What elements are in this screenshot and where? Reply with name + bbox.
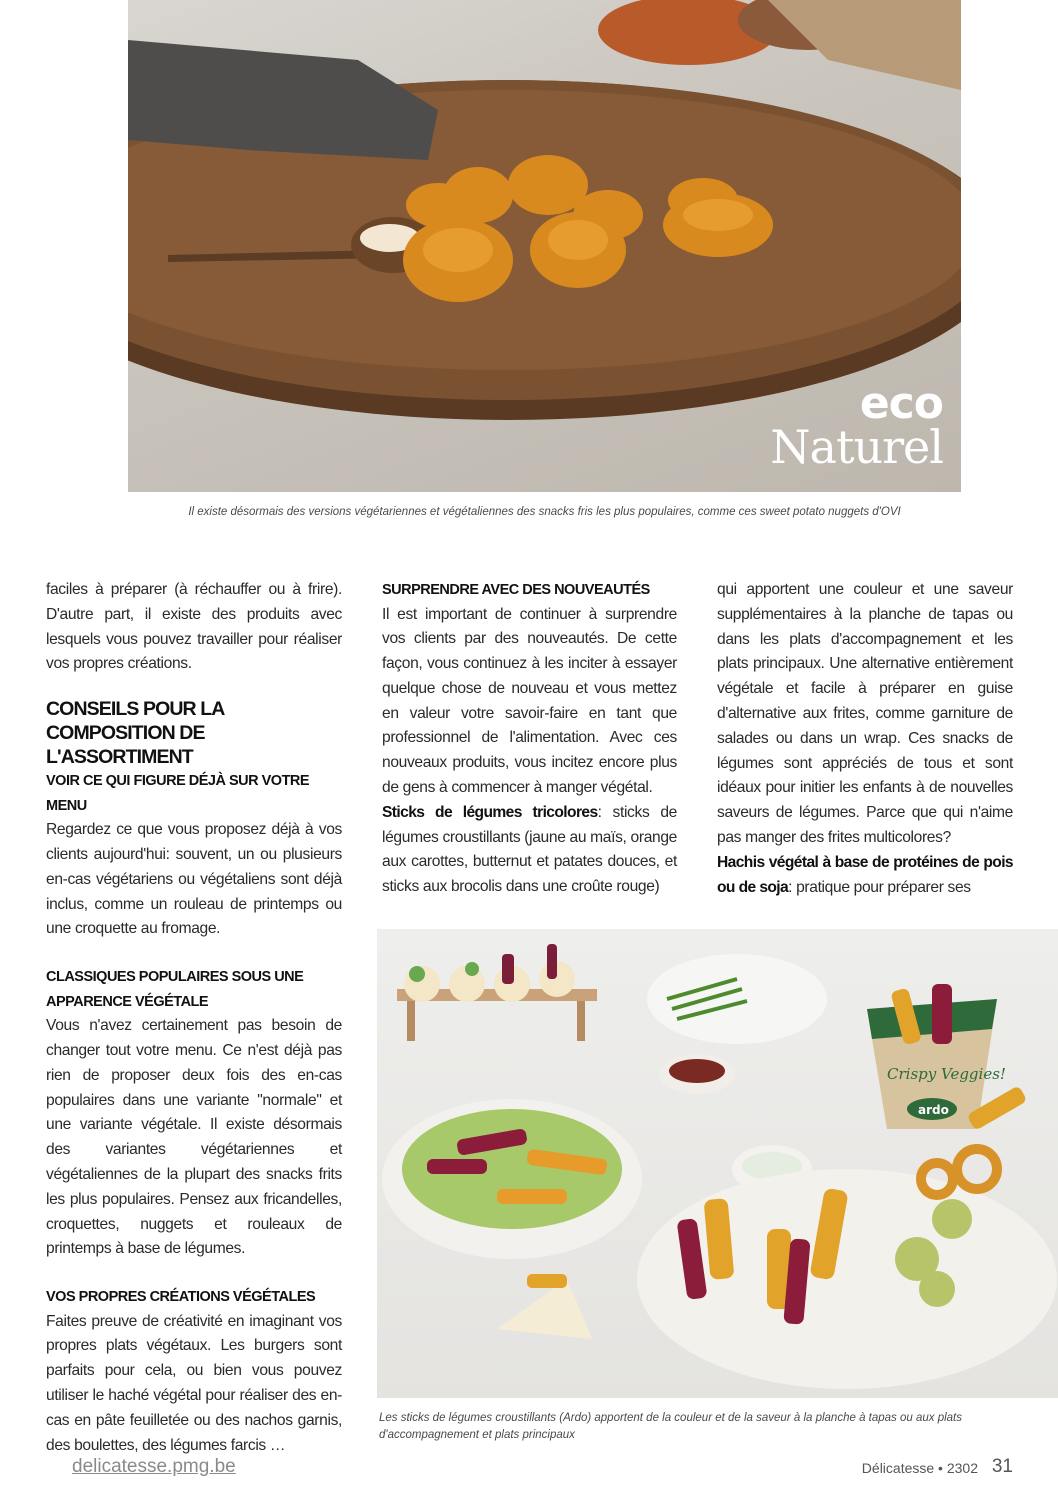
- subheading-classics: CLASSIQUES POPULAIRES SOUS UNE APPARENCE VÉGÉTALE: [46, 969, 304, 1010]
- veggie-sticks-photo: [377, 929, 1058, 1398]
- subheading-creations: VOS PROPRES CRÉATIONS VÉGÉTALES: [46, 1289, 316, 1306]
- column-1: [46, 578, 342, 1458]
- hero-photo-caption: Il existe désormais des versions végétariennes et végétaliennes des snacks fris les plus populaires, comme ces sweet potato nuggets d'OVI: [188, 506, 901, 518]
- box-label: Crispy Veggies!: [887, 1065, 1006, 1083]
- col1-intro: faciles à préparer (à réchauffer ou à frire). D'autre part, il existe des produits avec lesquels vous pouvez travailler pour réaliser vos propres créations.: [46, 581, 342, 673]
- column-3: [717, 578, 1013, 900]
- column-2: [382, 578, 677, 900]
- paragraph-creations: Faites preuve de créativité en imaginant vos propres plats végétaux. Les burgers sont parfaits pour cela, ou bien vous pouvez utiliser le haché végétal pour réaliser des en-cas en pâte feuilletée ou des nachos garnis, des boulettes, des légumes farcis …: [46, 1312, 342, 1454]
- magazine-issue: Délicatesse • 2302: [861, 1460, 978, 1476]
- website-link[interactable]: delicatesse.pmg.be: [72, 1456, 236, 1477]
- paragraph-classics: Vous n'avez certainement pas besoin de changer tout votre menu. Ce n'est déjà pas rien de proposer deux fois des en-cas populaires dans une variante "normale" et une variante végétale. Il existe désormais des variantes végétariennes et végétaliennes de la plupart des snacks frits les plus populaires. Pensez aux fricandelles, croquettes, nuggets et rouleaux de printemps à base de légumes.: [46, 1017, 342, 1258]
- veggie-sticks-photo-caption: Les sticks de légumes croustillants (Ardo) apportent de la couleur et de la saveur à la planche à tapas ou aux plats d'accompagnement et plats principaux: [379, 1412, 963, 1441]
- grey-towel: [128, 40, 438, 160]
- subheading-menu: VOIR CE QUI FIGURE DÉJÀ SUR VOTRE MENU: [46, 773, 310, 814]
- sticks-term: Sticks de légumes tricolores: [382, 803, 598, 821]
- box-brand: ardo: [918, 1103, 949, 1117]
- veggie-sticks-illustration: [377, 929, 1058, 1398]
- page-number: 31: [991, 1456, 1013, 1477]
- section-heading: CONSEILS POUR LA COMPOSITION DE L'ASSORTIMENT: [46, 698, 224, 769]
- paragraph-nouveautes: Il est important de continuer à surprendre vos clients par des nouveautés. De cette façon, vous continuez à les inciter à essayer quelque chose de nouveau et vous mettez en valeur votre savoir-faire en tant que professionnel de l'alimentation. Avec ces nouveaux produits, vous incitez encore plus de gens à commencer à manger végétal.: [382, 605, 677, 797]
- logo-eco-text: eco: [859, 378, 943, 429]
- hero-photo: [128, 0, 961, 492]
- subheading-nouveautes: SURPRENDRE AVEC DES NOUVEAUTÉS: [382, 582, 650, 598]
- paragraph-hachis: [717, 851, 1013, 901]
- paragraph-continuation: qui apportent une couleur et une saveur supplémentaires à la planche de tapas ou dans les plats d'accompagnement et les plats principaux. Une alternative entièrement végétale et facile à préparer en guise d'alternative aux frites, comme garniture de salades ou dans un wrap. Ces snacks de légumes sont appréciés de tous et sont idéaux pour initier les enfants à de nouvelles saveurs de légumes. Parce que qui n'aime pas manger des frites multicolores?: [717, 581, 1013, 846]
- hachis-term: Hachis végétal à base de protéines de pois ou de soja: [717, 853, 1013, 896]
- hachis-description: : pratique pour préparer ses: [788, 878, 971, 896]
- sticks-description: : sticks de légumes croustillants (jaune au maïs, orange aux carottes, butternut et patates douces, et sticks aux brocolis dans une croûte rouge): [382, 803, 677, 896]
- logo-naturel-text: Naturel: [770, 420, 943, 474]
- eco-naturel-logo: [770, 378, 943, 474]
- paragraph-menu: Regardez ce que vous proposez déjà à vos clients aujourd'hui: souvent, un ou plusieurs en-cas végétariens ou végétaliens sont déjà inclus, comme un rouleau de printemps ou une croquette au fromage.: [46, 821, 342, 938]
- paragraph-sticks: [382, 801, 677, 900]
